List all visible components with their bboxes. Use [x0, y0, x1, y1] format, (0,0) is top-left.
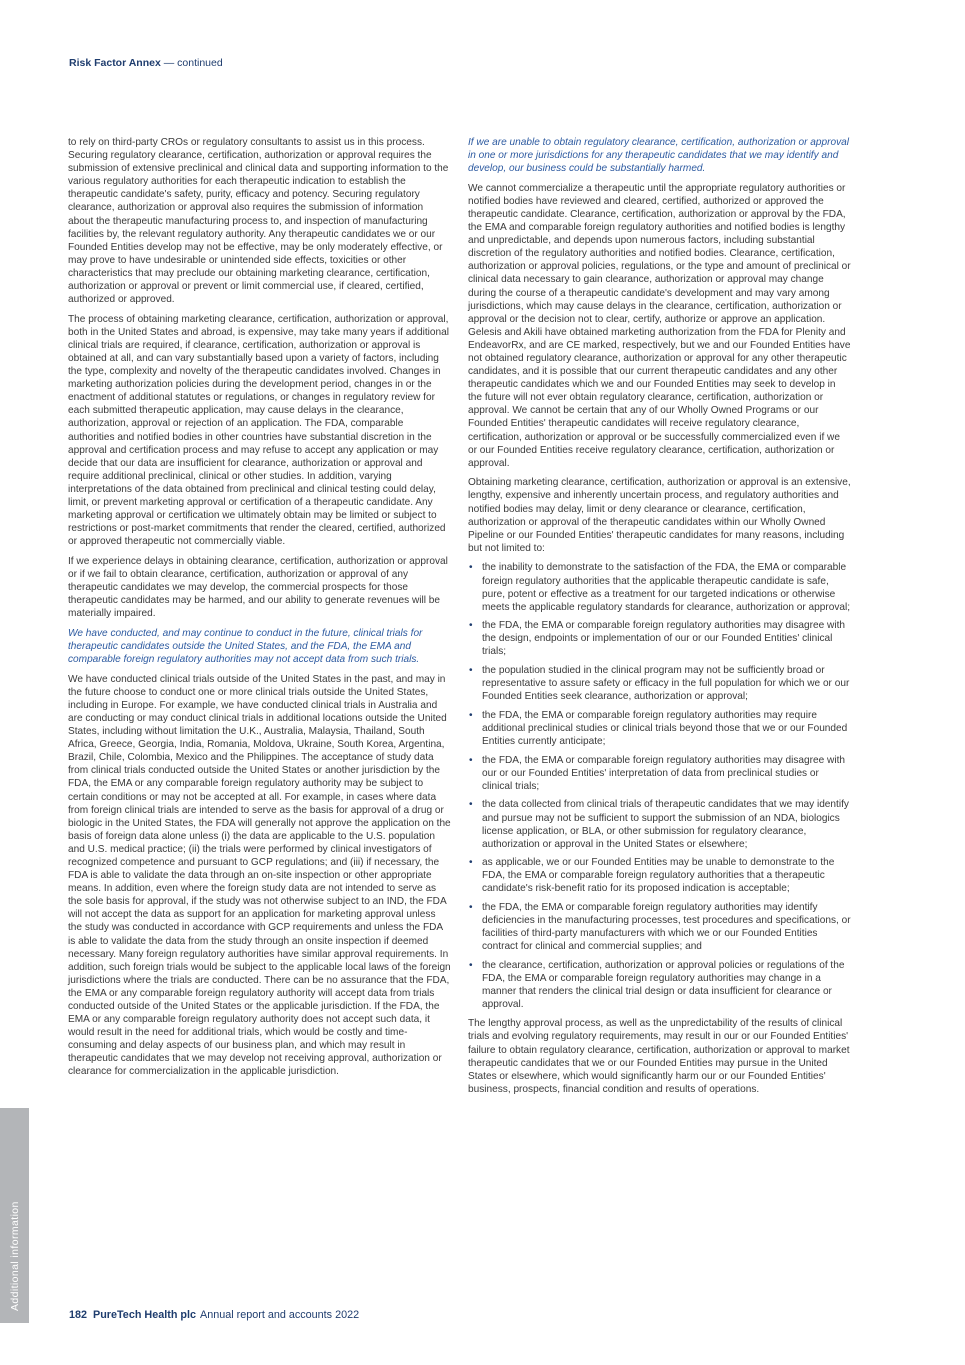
list-item: • the FDA, the EMA or comparable foreign regulatory authorities may require additional preclinical studies or clinical trials beyond those that we or our Founded Entities currently anticipate; — [469, 709, 848, 748]
report-name: Annual report and accounts 2022 — [200, 1309, 360, 1321]
risk-subheading: If we are unable to obtain regulatory clearance, certification, authorization or approval in one or more jurisdictions for any therapeutic candidates that we may identify and develop, our business could be substantially harmed. — [468, 137, 849, 175]
left-column — [68, 136, 451, 1085]
section-title: Risk Factor Annex — [69, 57, 161, 69]
bullet-icon: • — [469, 902, 473, 914]
paragraph: We have conducted clinical trials outside of the United States in the past, and may in the future choose to conduct one or more clinical trials outside the United States, including in Europe. For example, we have conducted clinical trials in Australia and are conducting or may conduct clinical trials in additional locations outside the United States, including without limitation the U.K., Australia, Malaysia, Thailand, South Africa, Greece, Georgia, India, Romania, Moldova, Ukraine, South Korea, Argentina, Brazil, Chile, Colombia, Mexico and the Philippines. The acceptance of study data from clinical trials conducted outside the United States or another jurisdiction by the FDA, the EMA or any comparable foreign regulatory authority may be subject to certain conditions or may not be accepted at all. For example, in cases where data from foreign clinical trials are intended to serve as the basis for approval of a drug or biologic in the United States, the FDA will generally not approve the application on the basis of foreign data alone unless (i) the data are applicable to the U.S. population and U.S. medical practice; (ii) the trials were performed by clinical investigators of recognized competence and pursuant to GCP regulations; and (iii) if necessary, the FDA is able to validate the data through an on-site inspection or other appropriate means. In addition, even where the foreign study data are not intended to serve as the sole basis for approval, if the study was not otherwise subject to an IND, the FDA will not accept the data as support for an application for marketing approval unless the study was conducted in accordance with GCP requirements and unless the FDA is able to validate the data from the study through an onsite inspection if deemed necessary. Many foreign regulatory authorities have similar approval requirements. In addition, such foreign trials would be subject to the applicable local laws of the foreign jurisdictions where the trials are conducted. There can be no assurance that the FDA, the EMA or any comparable foreign regulatory authority will accept data from trials conducted outside of the United States or the applicable jurisdiction. If the FDA, the EMA or any comparable foreign regulatory authority does not accept such data, it would result in the need for additional trials, which would be costly and time-consuming and delay aspects of our business plan, and which may result in therapeutic candidates that we may develop not receiving approval, authorization or clearance for commercialization in the applicable jurisdiction. — [68, 673, 451, 1078]
bullet-icon: • — [469, 709, 473, 721]
list-item: • the FDA, the EMA or comparable foreign regulatory authorities may identify deficiencies in the manufacturing processes, test procedures and specifications, or facilities of third-party manufacturers with which we or our Founded Entities contract for clinical and commercial supplies; and — [469, 902, 851, 953]
paragraph: to rely on third-party CROs or regulatory consultants to assist us in this process. Securing regulatory clearance, certification, authorization or approval requires the submission of extensive preclinical and clinical data and supporting information to the various regulatory authorities for each therapeutic indication to establish the therapeutic candidate's safety, purity, efficacy and potency. Securing regulatory clearance, authorization or approval also requires the submission of information about the therapeutic manufacturing process to, and inspection of manufacturing facilities by, the relevant regulatory authority. Any therapeutic candidates we or our Founded Entities develop may not be effective, may be only moderately effective, or may prove to have undesirable or unintended side effects, toxicities or other characteristics that may preclude our obtaining marketing clearance, certification, authorization or approval or prevent or limit commercial use, if cleared, certified, authorized or approved. — [68, 137, 449, 306]
list-item: • the FDA, the EMA or comparable foreign regulatory authorities may disagree with our or our Founded Entities' interpretation of data from preclinical studies or clinical trials; — [469, 754, 845, 792]
bullet-icon: • — [469, 754, 473, 766]
paragraph: The lengthy approval process, as well as the unpredictability of the results of clinical trials and evolving regulatory requirements, may result in our or our Founded Entities' failure to obtain regulatory clearance, certification, authorization or approval to market therapeutic candidates that we or our Founded Entities may pursue in the United States or elsewhere, which would significantly harm our or our Founded Entities' business, prospects, financial condition and results of operations. — [468, 1018, 850, 1095]
bullet-icon: • — [469, 959, 473, 971]
bullet-list — [468, 561, 851, 1011]
bullet-icon: • — [469, 857, 473, 869]
list-item: • as applicable, we or our Founded Entities may be unable to demonstrate to the FDA, the EMA or comparable foreign regulatory authorities that a therapeutic candidate's risk-benefit ratio for its proposed indication is acceptable; — [469, 857, 835, 895]
page-footer — [69, 1309, 359, 1321]
paragraph: The process of obtaining marketing clearance, certification, authorization or approval, both in the United States and abroad, is expensive, may take many years if additional clinical trials are required, if clearance, certification, authorization or approval is obtained at all, and can vary substantially based upon a variety of factors, including the type, complexity and novelty of the therapeutic candidates involved. Changes in marketing authorization policies during the development period, changes in or the enactment of additional statutes or regulations, or changes in regulatory review for each submitted therapeutic application, may cause delays in the clearance, authorization, approval or rejection of an application. The FDA, comparable authorities and notified bodies in other countries have substantial discretion in the approval and certification process and may refuse to accept any application or may decide that our data are insufficient for clearance, authorization or approval and require additional preclinical, clinical or other studies. In addition, varying interpretations of the data obtained from preclinical and clinical testing could delay, limit, or prevent marketing approval or certification of a therapeutic candidate. Any marketing approval or certification we ultimately obtain may be limited or subject to restrictions or post-market commitments that render the cleared, certified, authorized or approved therapeutic not commercially viable. — [68, 313, 449, 548]
page-header — [69, 57, 223, 69]
right-column — [468, 136, 851, 1102]
risk-subheading: We have conducted, and may continue to conduct in the future, clinical trials for therapeutic candidates outside the United States, and the FDA, the EMA and comparable foreign regulatory authorities may not accept data from such trials. — [68, 627, 423, 666]
list-item: • the data collected from clinical trials of therapeutic candidates that we may identify and pursue may not be sufficient to support the submission of an NDA, biologics license application, or BLA, or other submission for regulatory clearance, authorization or approval in the United States or elsewhere; — [469, 799, 849, 850]
section-continued: — continued — [160, 57, 223, 69]
list-item: • the inability to demonstrate to the satisfaction of the FDA, the EMA or comparable foreign regulatory authorities that the applicable therapeutic candidate is safe, pure, potent or effective as a treatment for our targeted indications or otherwise meets the applicable regulatory standards for clearance, authorization or approval; — [469, 562, 851, 613]
list-item: • the population studied in the clinical program may not be sufficiently broad or representative to assure safety or efficacy in the full population for which we or our Founded Entities seek clearance, authorization or approval; — [469, 665, 850, 703]
bullet-icon: • — [469, 799, 473, 811]
list-item: • the FDA, the EMA or comparable foreign regulatory authorities may disagree with the design, endpoints or implementation of our or our Founded Entities' clinical trials; — [469, 620, 845, 658]
company-name: PureTech Health plc — [93, 1309, 197, 1321]
bullet-icon: • — [469, 562, 473, 574]
paragraph: We cannot commercialize a therapeutic until the appropriate regulatory authorities or notified bodies have reviewed and cleared, certified, authorized or approved the therapeutic candidate. Clearance, certification, authorization or approval by the FDA, the EMA and comparable foreign regulatory authorities and notified bodies is lengthy and unpredictable, and depends upon numerous factors, including substantial discretion of the regulatory authorities and notified bodies. Clearance, certification, authorization or approval policies, regulations, or the type and amount of preclinical or clinical data necessary to gain clearance, authorization or approval may change during the course of a therapeutic candidate's development and may vary among jurisdictions, which may cause delays in the clearance, certification, authorization or approval or the decision not to clear, certify, authorize or approve an application. Gelesis and Akili have obtained marketing authorization from the FDA for Plenity and EndeavorRx, and are CE marked, respectively, but we and our Founded Entities have not obtained regulatory clearance, authorization or approval for any other therapeutic candidates, and it is possible that our current therapeutic candidates and any other therapeutic candidates which we and our Founded Entities may seek to develop in the future will not ever obtain regulatory clearance, certification, authorization or approval. We cannot be certain that any of our Wholly Owned Programs or our Founded Entities' therapeutic candidates will receive regulatory clearance, certification, authorization or approval or be successfully commercialized even if we or our Founded Entities receive regulatory clearance, certification, authorization or approval. — [468, 182, 851, 469]
bullet-icon: • — [469, 665, 473, 677]
page-number: 182 — [69, 1309, 88, 1321]
paragraph: If we experience delays in obtaining clearance, certification, authorization or approval or if we fail to obtain clearance, certification, authorization or approval of any therapeutic candidates we may develop, the commercial prospects for those therapeutic candidates may be harmed, and our ability to generate revenues will be materially impaired. — [68, 555, 448, 620]
paragraph: Obtaining marketing clearance, certification, authorization or approval is an extensive, lengthy, expensive and inherently uncertain process, and regulatory authorities and notified bodies may delay, limit or deny clearance or clearance, certification, authorization or approval of the therapeutic candidates within our Wholly Owned Pipeline or our Founded Entities' therapeutic candidates for many reasons, including but not limited to: — [468, 477, 851, 554]
section-side-tab — [0, 1108, 29, 1323]
list-item: • the clearance, certification, authorization or approval policies or regulations of the FDA, the EMA or comparable foreign regulatory authorities may change in a manner that renders the clinical trial design or data insufficient for clearance or approval. — [469, 959, 845, 1011]
bullet-icon: • — [469, 620, 473, 632]
side-tab-label: Additional information — [8, 1201, 21, 1311]
